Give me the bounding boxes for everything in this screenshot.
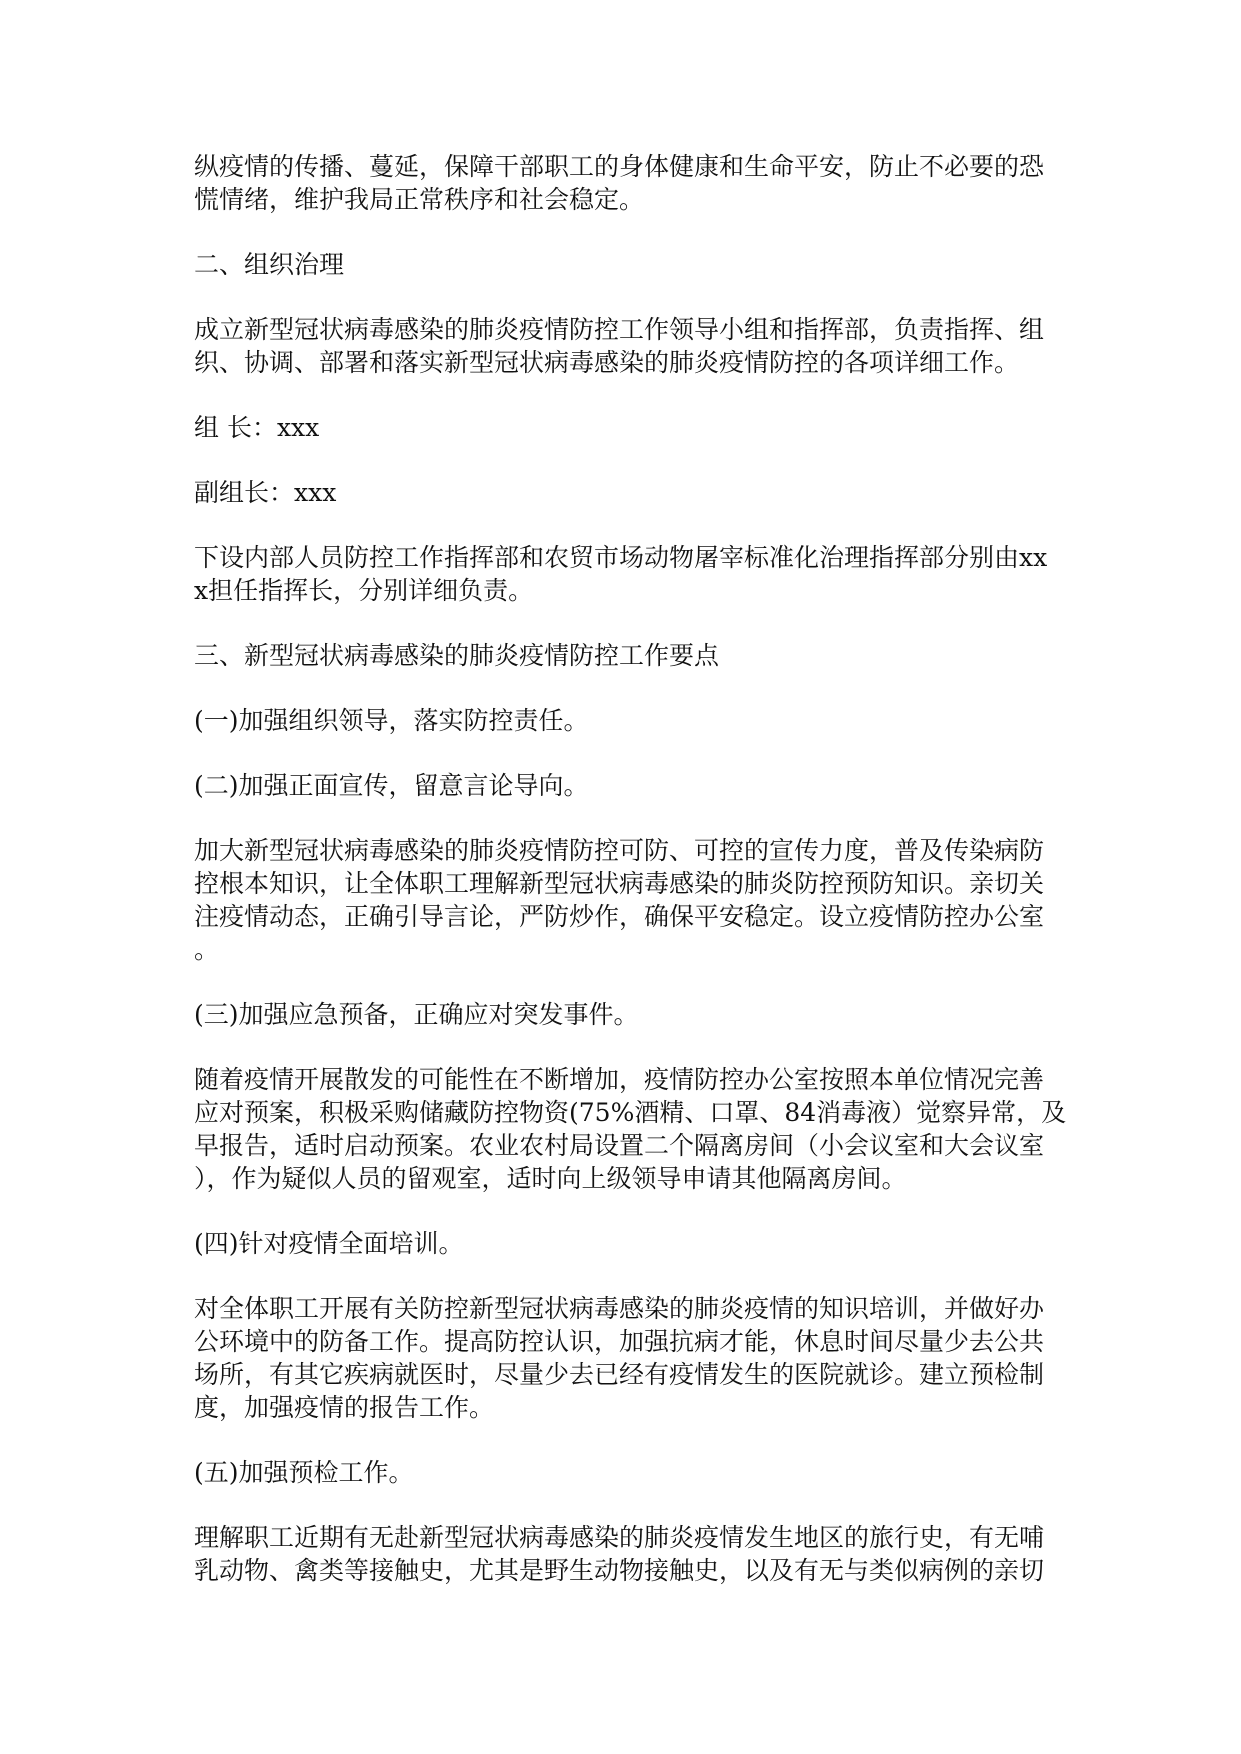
paragraph [194, 1227, 1048, 1260]
paragraph-line: 应对预案，积极采购储藏防控物资(75%酒精、口罩、84消毒液）觉察异常，及 [194, 1098, 1067, 1127]
paragraph-line: 乳动物、禽类等接触史，尤其是野生动物接触史，以及有无与类似病例的亲切 [194, 1556, 1045, 1585]
paragraph [194, 704, 1048, 737]
paragraph-line: 度，加强疫情的报告工作。 [194, 1393, 495, 1422]
paragraph-line: ），作为疑似人员的留观室，适时向上级领导申请其他隔离房间。 [194, 1164, 907, 1193]
paragraph-line: 成立新型冠状病毒感染的肺炎疫情防控工作领导小组和指挥部，负责指挥、组 [194, 315, 1045, 344]
paragraph-line: 注疫情动态，正确引导言论，严防炒作，确保平安稳定。设立疫情防控办公室 [194, 902, 1045, 931]
document-body [194, 150, 1067, 1619]
paragraph-line: 三、新型冠状病毒感染的肺炎疫情防控工作要点 [194, 641, 720, 670]
paragraph [194, 150, 1048, 216]
paragraph-line: 控根本知识，让全体职工理解新型冠状病毒感染的肺炎防控预防知识。亲切关 [194, 869, 1045, 898]
paragraph [194, 1063, 1067, 1195]
paragraph-line: 理解职工近期有无赴新型冠状病毒感染的肺炎疫情发生地区的旅行史，有无哺 [194, 1523, 1045, 1552]
paragraph-line: (四)针对疫情全面培训。 [194, 1229, 464, 1258]
paragraph [194, 1292, 1048, 1424]
paragraph [194, 411, 1048, 444]
paragraph [194, 476, 1048, 509]
paragraph [194, 313, 1048, 379]
paragraph-line: 早报告，适时启动预案。农业农村局设置二个隔离房间（小会议室和大会议室 [194, 1131, 1045, 1160]
paragraph-line: 随着疫情开展散发的可能性在不断增加，疫情防控办公室按照本单位情况完善 [194, 1065, 1045, 1094]
paragraph [194, 998, 1048, 1031]
paragraph [194, 248, 1048, 281]
paragraph-line: (五)加强预检工作。 [194, 1458, 414, 1487]
paragraph-line: 。 [194, 935, 220, 964]
paragraph-line: 二、组织治理 [194, 250, 345, 279]
paragraph-line: 加大新型冠状病毒感染的肺炎疫情防控可防、可控的宣传力度，普及传染病防 [194, 836, 1045, 865]
paragraph [194, 1521, 1048, 1587]
paragraph-line: 下设内部人员防控工作指挥部和农贸市场动物屠宰标准化治理指挥部分别由xx [194, 543, 1048, 572]
paragraph-line: 场所，有其它疾病就医时，尽量少去已经有疫情发生的医院就诊。建立预检制 [194, 1360, 1045, 1389]
paragraph-line: 纵疫情的传播、蔓延，保障干部职工的身体健康和生命平安，防止不必要的恐 [194, 152, 1045, 181]
paragraph-line: x担任指挥长，分别详细负责。 [194, 576, 534, 605]
paragraph [194, 834, 1048, 966]
paragraph [194, 1456, 1048, 1489]
paragraph [194, 639, 1048, 672]
paragraph-line: 副组长：xxx [194, 478, 337, 507]
paragraph [194, 541, 1048, 607]
paragraph-line: (一)加强组织领导，落实防控责任。 [194, 706, 589, 735]
paragraph [194, 769, 1048, 802]
paragraph-line: 慌情绪，维护我局正常秩序和社会稳定。 [194, 185, 645, 214]
paragraph-line: 对全体职工开展有关防控新型冠状病毒感染的肺炎疫情的知识培训，并做好办 [194, 1294, 1045, 1323]
paragraph-line: 组 长：xxx [194, 413, 320, 442]
paragraph-line: (二)加强正面宣传，留意言论导向。 [194, 771, 589, 800]
paragraph-line: (三)加强应急预备，正确应对突发事件。 [194, 1000, 639, 1029]
paragraph-line: 公环境中的防备工作。提高防控认识，加强抗病才能，休息时间尽量少去公共 [194, 1327, 1045, 1356]
paragraph-line: 织、协调、部署和落实新型冠状病毒感染的肺炎疫情防控的各项详细工作。 [194, 348, 1020, 377]
